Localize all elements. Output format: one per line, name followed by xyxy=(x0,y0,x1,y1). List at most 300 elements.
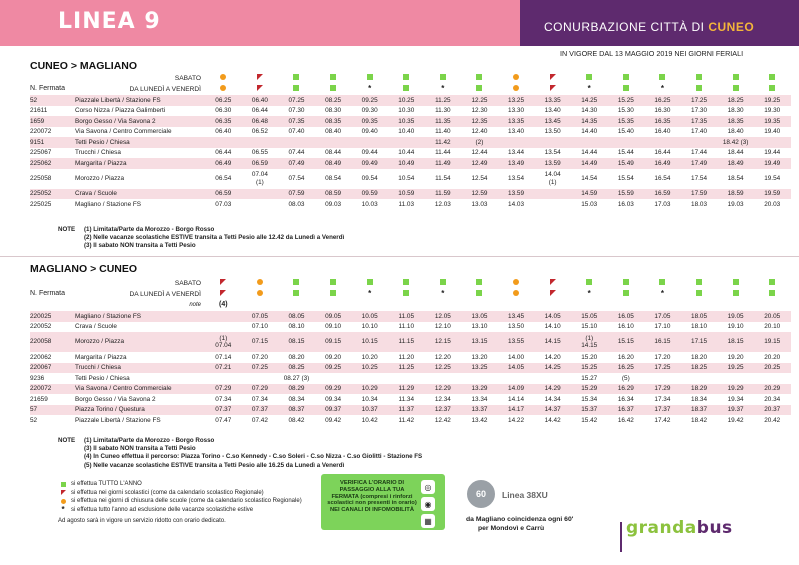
time-cell xyxy=(205,137,242,148)
note-ref xyxy=(571,300,608,311)
time-cell: 15.27 xyxy=(571,373,608,384)
time-cell: 11.25 xyxy=(388,363,425,374)
infomobility-icons xyxy=(421,480,439,531)
time-cell: 16.30 xyxy=(644,106,681,117)
time-cell: 18.34 xyxy=(681,394,718,405)
saturday-symbol xyxy=(242,73,279,84)
saturday-symbol xyxy=(608,73,645,84)
time-cell: 17.10 xyxy=(644,322,681,333)
time-cell: 13.45 xyxy=(534,116,571,127)
time-cell: 13.54 xyxy=(534,148,571,159)
note-ref: (4) xyxy=(219,301,228,309)
saturday-symbol xyxy=(388,278,425,289)
stop-number: 220072 xyxy=(30,127,75,138)
time-cell: 18.25 xyxy=(681,363,718,374)
time-cell: 07.30 xyxy=(278,106,315,117)
year-round-icon xyxy=(293,85,299,91)
time-cell: 17.30 xyxy=(681,106,718,117)
saturday-symbol xyxy=(278,73,315,84)
saturday-symbol xyxy=(425,278,462,289)
legend-text: si effettua nei giorni di chiusura delle scuole (come da calendario scolastico Regionale) xyxy=(71,498,302,505)
time-cell: 14.03 xyxy=(498,199,535,210)
legend-footer: Ad agosto sarà in vigore un servizio ridotto con orario dedicato. xyxy=(58,518,226,525)
time-cell: 13.40 xyxy=(498,127,535,138)
time-cell: 20.37 xyxy=(754,405,791,416)
school-days-icon xyxy=(257,74,263,80)
time-cell: 08.40 xyxy=(315,127,352,138)
time-cell: 06.30 xyxy=(205,106,242,117)
time-cell: 14.29 xyxy=(534,384,571,395)
legend-text: si effettua TUTTO L'ANNO xyxy=(71,481,142,487)
table-row xyxy=(30,169,791,189)
time-cell: 06.44 xyxy=(205,148,242,159)
school-closed-icon xyxy=(513,74,519,80)
saturday-symbol xyxy=(388,73,425,84)
school-days-icon xyxy=(220,290,226,296)
time-cell: 08.37 xyxy=(278,405,315,416)
year-round-icon xyxy=(293,279,299,285)
weekday-symbol xyxy=(608,289,645,300)
empty-cell xyxy=(30,278,75,289)
stop-number: 220072 xyxy=(30,384,75,395)
time-cell: 08.34 xyxy=(278,394,315,405)
time-cell: 18.35 xyxy=(717,116,754,127)
no-summer-icon: * xyxy=(441,289,445,299)
time-cell: 06.52 xyxy=(242,127,279,138)
time-cell xyxy=(388,373,425,384)
time-cell: 11.15 xyxy=(388,332,425,352)
logo-bar xyxy=(620,522,622,552)
table-row xyxy=(30,373,791,384)
time-cell: 18.42 (3) xyxy=(717,137,754,148)
saturday-symbol xyxy=(608,278,645,289)
time-cell: 09.15 xyxy=(315,332,352,352)
time-cell: 11.54 xyxy=(425,169,462,189)
saturday-symbol xyxy=(534,278,571,289)
web-icon: ◉ xyxy=(421,497,435,511)
time-cell: 10.20 xyxy=(351,352,388,363)
notes-label: note xyxy=(189,302,201,309)
time-cell: 19.15 xyxy=(754,332,791,352)
note-ref xyxy=(644,300,681,311)
time-cell: 14.22 xyxy=(498,415,535,426)
table-row xyxy=(30,148,791,159)
time-cell: 13.42 xyxy=(461,415,498,426)
time-cell xyxy=(315,373,352,384)
time-cell: 06.59 xyxy=(242,158,279,169)
time-cell xyxy=(461,373,498,384)
time-cell: 14.00 xyxy=(498,352,535,363)
time-cell: 10.49 xyxy=(388,158,425,169)
saturday-symbol xyxy=(681,73,718,84)
time-cell: 15.03 xyxy=(571,199,608,210)
time-cell: 15.29 xyxy=(571,384,608,395)
stop-number: 52 xyxy=(30,95,75,106)
note-ref xyxy=(278,300,315,311)
year-round-icon xyxy=(476,290,482,296)
time-cell: 14.44 xyxy=(571,148,608,159)
time-cell: 15.35 xyxy=(608,116,645,127)
time-cell: 11.44 xyxy=(425,148,462,159)
year-round-icon xyxy=(586,279,592,285)
legend-text: si effettua nei giorni scolastici (come da calendario scolastico Regionale) xyxy=(71,489,264,496)
note-ref xyxy=(681,300,718,311)
time-cell: 12.40 xyxy=(461,127,498,138)
time-cell: 17.25 xyxy=(681,95,718,106)
time-cell: 11.03 xyxy=(388,199,425,210)
time-cell: 13.25 xyxy=(498,95,535,106)
time-cell: 13.50 xyxy=(498,322,535,333)
note-ref xyxy=(242,300,279,311)
time-cell: 07.03 xyxy=(205,199,242,210)
time-cell: 17.44 xyxy=(681,148,718,159)
time-cell: 19.25 xyxy=(754,95,791,106)
time-cell: 13.15 xyxy=(461,332,498,352)
year-round-icon xyxy=(659,74,665,80)
time-cell: 18.25 xyxy=(717,95,754,106)
time-cell: 08.10 xyxy=(278,322,315,333)
saturday-symbol xyxy=(461,73,498,84)
note-ref xyxy=(534,300,571,311)
empty-cell xyxy=(30,73,75,84)
stop-name: Morozzo / Piazza xyxy=(75,169,205,189)
time-cell: 07.10 xyxy=(242,322,279,333)
year-round-icon xyxy=(769,85,775,91)
time-cell: 08.20 xyxy=(278,352,315,363)
year-round-icon xyxy=(293,290,299,296)
weekday-row xyxy=(30,289,791,300)
legend-item xyxy=(58,480,302,489)
note-ref xyxy=(425,300,462,311)
stop-number: 9236 xyxy=(30,373,75,384)
year-round-icon xyxy=(476,85,482,91)
time-cell: 08.25 xyxy=(315,95,352,106)
weekday-symbol xyxy=(278,289,315,300)
note-item: (3) Il sabato NON transita a Tetti Pesio xyxy=(84,445,196,453)
time-cell: 15.05 xyxy=(571,311,608,322)
time-cell: 09.44 xyxy=(351,148,388,159)
notes-heading: NOTE xyxy=(58,226,76,233)
time-cell: 07.25 xyxy=(278,95,315,106)
time-cell: 09.34 xyxy=(315,394,352,405)
time-cell: 06.59 xyxy=(205,189,242,200)
notes-heading: NOTE xyxy=(58,437,76,444)
time-cell: 12.05 xyxy=(425,311,462,322)
time-cell: 09.29 xyxy=(315,384,352,395)
time-cell: 09.40 xyxy=(351,127,388,138)
saturday-symbol xyxy=(644,278,681,289)
stop-number: 52 xyxy=(30,415,75,426)
stop-name: Magliano / Stazione FS xyxy=(75,199,205,210)
year-round-icon xyxy=(623,290,629,296)
time-cell: 07.40 xyxy=(278,127,315,138)
year-round-icon xyxy=(733,74,739,80)
time-cell: 11.42 xyxy=(388,415,425,426)
section-title-cuneo-magliano: CUNEO > MAGLIANO xyxy=(30,60,138,72)
school-closed-icon xyxy=(220,74,226,80)
time-cell: 07.37 xyxy=(205,405,242,416)
time-cell xyxy=(717,373,754,384)
time-cell: 19.29 xyxy=(717,384,754,395)
notes-row xyxy=(30,300,791,311)
time-cell: 17.37 xyxy=(644,405,681,416)
conurb-city: CUNEO xyxy=(708,20,755,34)
time-cell: 06.44 xyxy=(242,106,279,117)
year-round-icon xyxy=(623,85,629,91)
school-days-icon xyxy=(550,279,556,285)
line-title: LINEA 9 xyxy=(58,9,161,34)
stop-number: 225058 xyxy=(30,169,75,189)
time-cell: 17.59 xyxy=(681,189,718,200)
time-cell: 06.25 xyxy=(205,95,242,106)
time-cell: 10.30 xyxy=(388,106,425,117)
time-cell: 08.27 (3) xyxy=(278,373,315,384)
time-cell: 14.25 xyxy=(534,363,571,374)
time-cell: 14.25 xyxy=(571,95,608,106)
saturday-row xyxy=(30,73,791,84)
weekday-symbol xyxy=(681,84,718,95)
time-cell: 12.49 xyxy=(461,158,498,169)
stop-name: Piazzale Libertà / Stazione FS xyxy=(75,415,205,426)
year-round-icon xyxy=(659,279,665,285)
weekday-symbol xyxy=(242,289,279,300)
time-cell: 10.05 xyxy=(351,311,388,322)
weekday-symbol xyxy=(205,84,242,95)
time-cell: 17.25 xyxy=(644,363,681,374)
stop-number: 21659 xyxy=(30,394,75,405)
time-cell: 10.59 xyxy=(388,189,425,200)
time-cell: 16.29 xyxy=(608,384,645,395)
time-cell: 12.15 xyxy=(425,332,462,352)
time-cell: 06.54 xyxy=(205,169,242,189)
time-cell: 16.54 xyxy=(644,169,681,189)
time-cell: 06.48 xyxy=(242,116,279,127)
time-cell: 06.35 xyxy=(205,116,242,127)
time-cell: 19.25 xyxy=(717,363,754,374)
weekday-symbol xyxy=(608,84,645,95)
time-cell: 07.49 xyxy=(278,158,315,169)
time-cell: 09.25 xyxy=(351,95,388,106)
timetable-magliano-cuneo xyxy=(30,278,790,426)
weekday-symbol xyxy=(242,84,279,95)
time-cell: 18.40 xyxy=(717,127,754,138)
section-divider xyxy=(0,256,799,257)
time-cell: 19.44 xyxy=(754,148,791,159)
time-cell: 08.49 xyxy=(315,158,352,169)
stop-name: Margarita / Piazza xyxy=(75,352,205,363)
time-cell: (1) 07.04 xyxy=(205,332,242,352)
time-cell xyxy=(242,137,279,148)
time-cell: 15.42 xyxy=(571,415,608,426)
time-cell: 10.35 xyxy=(388,116,425,127)
time-cell: 10.42 xyxy=(351,415,388,426)
weekday-symbol xyxy=(461,84,498,95)
time-cell: 13.29 xyxy=(461,384,498,395)
time-cell xyxy=(534,137,571,148)
no-summer-icon: * xyxy=(587,84,591,94)
saturday-symbol xyxy=(278,278,315,289)
time-cell: 16.20 xyxy=(608,352,645,363)
time-cell: 08.42 xyxy=(278,415,315,426)
stop-number: 220067 xyxy=(30,363,75,374)
stop-name: Borgo Gesso / Via Savona 2 xyxy=(75,394,205,405)
note-ref xyxy=(461,300,498,311)
time-cell xyxy=(351,137,388,148)
weekday-symbol xyxy=(388,289,425,300)
time-cell: 07.47 xyxy=(205,415,242,426)
weekday-symbol xyxy=(534,289,571,300)
timetable-grid xyxy=(30,73,791,210)
time-cell: 07.44 xyxy=(278,148,315,159)
time-cell: 16.49 xyxy=(644,158,681,169)
time-cell xyxy=(681,373,718,384)
saturday-label: SABATO xyxy=(174,74,201,82)
saturday-symbol xyxy=(644,73,681,84)
school-closed-icon xyxy=(257,290,263,296)
infomobility-box xyxy=(321,474,445,530)
year-round-icon xyxy=(367,279,373,285)
weekday-symbol xyxy=(351,84,388,95)
weekday-symbol xyxy=(388,84,425,95)
legend-icon-wrap xyxy=(58,506,68,515)
time-cell: 06.40 xyxy=(242,95,279,106)
time-cell: 15.15 xyxy=(608,332,645,352)
year-round-icon xyxy=(733,85,739,91)
time-cell: 09.10 xyxy=(315,322,352,333)
time-cell: 19.40 xyxy=(754,127,791,138)
time-cell: 18.15 xyxy=(717,332,754,352)
year-round-icon xyxy=(696,290,702,296)
year-round-icon xyxy=(330,85,336,91)
time-cell: 12.03 xyxy=(425,199,462,210)
note-ref xyxy=(717,300,754,311)
time-cell: 19.49 xyxy=(754,158,791,169)
time-cell: 07.37 xyxy=(242,405,279,416)
stop-number: 9151 xyxy=(30,137,75,148)
time-cell: 16.15 xyxy=(644,332,681,352)
time-cell: 11.20 xyxy=(388,352,425,363)
time-cell xyxy=(242,189,279,200)
time-cell: 16.37 xyxy=(608,405,645,416)
time-cell: 18.29 xyxy=(681,384,718,395)
time-cell: 17.49 xyxy=(681,158,718,169)
time-cell: 12.37 xyxy=(425,405,462,416)
time-cell xyxy=(388,137,425,148)
saturday-symbol xyxy=(571,73,608,84)
time-cell: 10.15 xyxy=(351,332,388,352)
connection-info-line2: per Mondovì e Carrù xyxy=(478,524,545,532)
note-ref xyxy=(754,300,791,311)
time-cell: 16.25 xyxy=(644,95,681,106)
time-cell: 10.37 xyxy=(351,405,388,416)
time-cell: 19.20 xyxy=(717,352,754,363)
saturday-symbol xyxy=(717,73,754,84)
stop-number: 57 xyxy=(30,405,75,416)
time-cell: 14.42 xyxy=(534,415,571,426)
time-cell xyxy=(754,373,791,384)
time-cell: 20.05 xyxy=(754,311,791,322)
time-cell: 11.37 xyxy=(388,405,425,416)
time-cell: 17.34 xyxy=(644,394,681,405)
time-cell xyxy=(498,373,535,384)
weekday-symbol xyxy=(425,289,462,300)
school-closed-icon xyxy=(220,85,226,91)
legend-item xyxy=(58,506,302,515)
table-row xyxy=(30,137,791,148)
time-cell: 08.15 xyxy=(278,332,315,352)
time-cell: 09.37 xyxy=(315,405,352,416)
time-cell: 18.30 xyxy=(717,106,754,117)
time-cell: 14.59 xyxy=(571,189,608,200)
saturday-symbol xyxy=(681,278,718,289)
year-round-icon xyxy=(696,85,702,91)
year-round-icon xyxy=(330,74,336,80)
legend-item xyxy=(58,497,302,506)
time-cell: 19.03 xyxy=(717,199,754,210)
weekday-symbol xyxy=(534,84,571,95)
year-round-icon xyxy=(476,279,482,285)
time-cell: 20.34 xyxy=(754,394,791,405)
time-cell: 07.14 xyxy=(205,352,242,363)
time-cell: 13.20 xyxy=(461,352,498,363)
time-cell: 19.42 xyxy=(717,415,754,426)
time-cell: 20.03 xyxy=(754,199,791,210)
time-cell: 08.44 xyxy=(315,148,352,159)
note-ref xyxy=(351,300,388,311)
time-cell: 12.44 xyxy=(461,148,498,159)
stop-name: Trucchi / Chiesa xyxy=(75,148,205,159)
time-cell xyxy=(571,137,608,148)
stop-number-header: N. Fermata xyxy=(30,85,66,93)
time-cell: 11.40 xyxy=(425,127,462,138)
year-round-icon xyxy=(769,74,775,80)
year-round-icon xyxy=(403,290,409,296)
weekday-symbol xyxy=(717,84,754,95)
time-cell: 14.49 xyxy=(571,158,608,169)
time-cell: 14.10 xyxy=(534,322,571,333)
time-cell: 16.42 xyxy=(608,415,645,426)
weekday-symbol xyxy=(571,84,608,95)
time-cell: 10.10 xyxy=(351,322,388,333)
school-days-icon xyxy=(550,85,556,91)
stop-number: 220058 xyxy=(30,332,75,352)
weekday-symbol xyxy=(351,289,388,300)
time-cell: 08.59 xyxy=(315,189,352,200)
saturday-symbol xyxy=(754,278,791,289)
time-cell: 07.05 xyxy=(242,311,279,322)
time-cell: 09.42 xyxy=(315,415,352,426)
time-cell: 08.30 xyxy=(315,106,352,117)
time-cell: 10.29 xyxy=(351,384,388,395)
saturday-symbol xyxy=(205,73,242,84)
saturday-row xyxy=(30,278,791,289)
time-cell: 13.59 xyxy=(498,189,535,200)
time-cell: 13.40 xyxy=(534,106,571,117)
saturday-symbol xyxy=(242,278,279,289)
note-item: (1) Limitata/Parte da Morozzo - Borgo Rosso xyxy=(84,437,215,444)
stop-number: 220062 xyxy=(30,352,75,363)
stop-number: 225052 xyxy=(30,189,75,200)
no-summer-icon: * xyxy=(61,504,65,514)
school-days-icon xyxy=(61,490,66,495)
time-cell: 08.25 xyxy=(278,363,315,374)
time-cell: 12.25 xyxy=(425,363,462,374)
time-cell: 20.42 xyxy=(754,415,791,426)
saturday-symbol xyxy=(351,73,388,84)
year-round-icon xyxy=(403,85,409,91)
time-cell: 17.15 xyxy=(681,332,718,352)
time-cell xyxy=(498,137,535,148)
